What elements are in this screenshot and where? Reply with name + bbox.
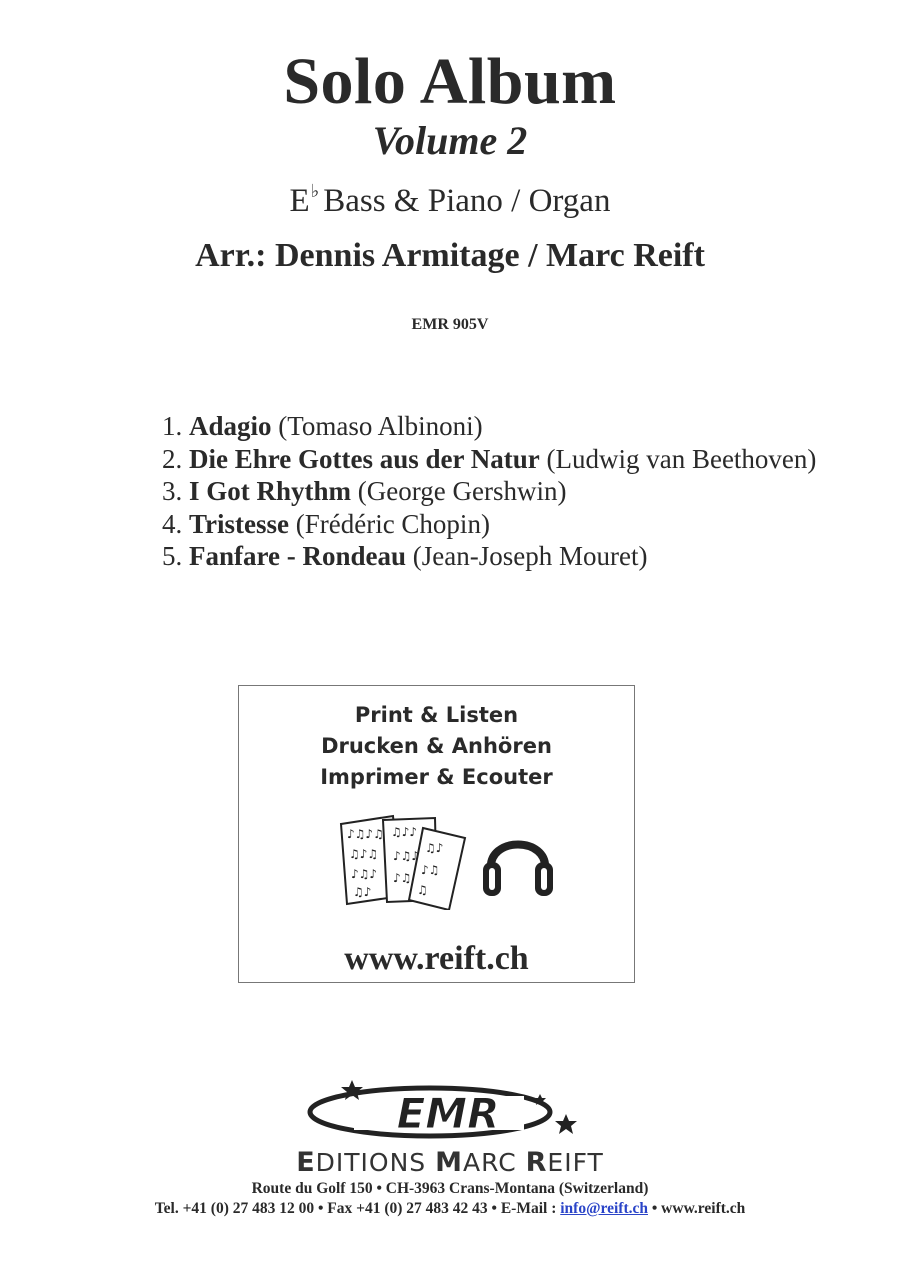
- list-item: 4. Tristesse (Frédéric Chopin): [162, 508, 490, 539]
- piece-composer: (Tomaso Albinoni): [278, 411, 483, 441]
- contact-website[interactable]: • www.reift.ch: [648, 1200, 746, 1217]
- print-listen-box: [238, 685, 635, 983]
- piece-composer: (George Gershwin): [357, 476, 567, 506]
- piece-title: Tristesse: [189, 508, 289, 539]
- sheet-music-icon: [337, 812, 471, 910]
- email-link[interactable]: info@reift.ch: [560, 1200, 648, 1217]
- list-item: 1. Adagio (Tomaso Albinoni): [162, 411, 483, 441]
- promo-line-english: Print & Listen: [354, 703, 519, 727]
- catalog-code: EMR 905V: [411, 316, 489, 333]
- promo-line-german: Drucken & Anhören: [321, 734, 552, 758]
- piece-title: Fanfare - Rondeau: [189, 541, 407, 571]
- list-item: 2. Die Ehre Gottes aus der Natur (Ludwig van Beethoven): [162, 443, 817, 474]
- svg-text:♪♫♪: ♪♫♪: [351, 867, 378, 881]
- svg-text:♪♫: ♪♫: [393, 871, 412, 885]
- website-link[interactable]: www.reift.ch: [344, 940, 529, 977]
- piece-composer: (Frédéric Chopin): [295, 508, 490, 539]
- volume-subtitle: Volume 2: [372, 118, 528, 163]
- publisher-address: Route du Golf 150 • CH-3963 Crans-Montana (Switzerland): [251, 1180, 649, 1197]
- piece-composer: (Jean-Joseph Mouret): [412, 541, 648, 571]
- svg-text:EMR: EMR: [396, 1089, 500, 1138]
- publisher-name: EDITIONS MARC REIFT: [296, 1147, 604, 1178]
- list-item: 3. I Got Rhythm (George Gershwin): [162, 476, 567, 506]
- piece-composer: (Ludwig van Beethoven): [546, 443, 817, 474]
- svg-text:♫♪♫: ♫♪♫: [349, 847, 379, 861]
- headphones-icon: [481, 822, 555, 900]
- page-title: Solo Album: [283, 45, 617, 118]
- svg-text:♪♫♪: ♪♫♪: [393, 849, 420, 863]
- piece-title: Adagio: [189, 411, 272, 441]
- flat-sign: ♭: [310, 181, 320, 201]
- svg-text:♪♫♪♫: ♪♫♪♫: [347, 827, 384, 841]
- contact-phone-fax: Tel. +41 (0) 27 483 12 00 • Fax +41 (0) 27 483 42 43 • E-Mail :: [154, 1200, 561, 1217]
- promo-line-french: Imprimer & Ecouter: [320, 765, 553, 789]
- publisher-contact: [0, 1200, 900, 1218]
- svg-text:♪♫: ♪♫: [421, 863, 440, 877]
- svg-text:♫♪: ♫♪: [425, 841, 444, 855]
- svg-text:♫: ♫: [417, 883, 428, 897]
- instrument-rest: Bass & Piano / Organ: [323, 183, 611, 219]
- instrumentation: [0, 181, 900, 220]
- piece-title: Die Ehre Gottes aus der Natur: [189, 443, 540, 474]
- arranger-line: Arr.: Dennis Armitage / Marc Reift: [195, 237, 705, 274]
- svg-text:♫♪♪: ♫♪♪: [391, 825, 418, 839]
- svg-text:♫♪: ♫♪: [353, 885, 372, 899]
- emr-logo: [300, 1074, 590, 1144]
- instrument-key: E: [289, 183, 310, 219]
- list-item: 5. Fanfare - Rondeau (Jean-Joseph Mouret): [162, 541, 648, 571]
- piece-title: I Got Rhythm: [189, 476, 352, 506]
- contents-list: [162, 410, 816, 573]
